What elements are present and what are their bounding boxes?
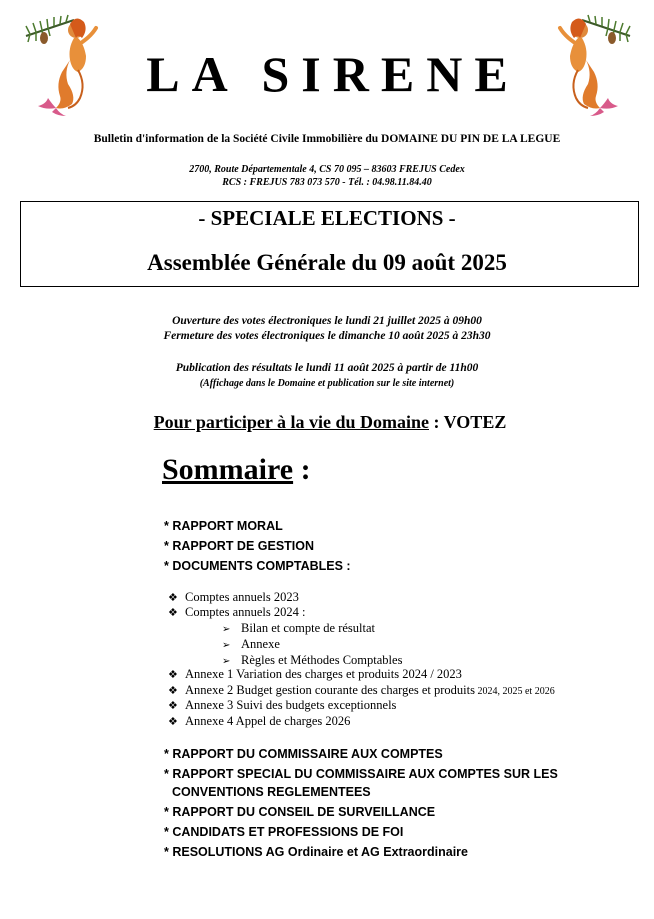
diamond-bullet-icon: ❖ [168, 700, 178, 712]
doc-subitem-annexe [222, 637, 280, 654]
sommaire-item-conseil: * RAPPORT DU CONSEIL DE SURVEILLANCE [164, 805, 436, 819]
sommaire-title: Sommaire [162, 453, 294, 486]
doc-item-label: Annexe 1 Variation des charges et produits 2024 / 2023 [185, 667, 462, 681]
doc-item-annexe-4 [168, 714, 350, 731]
results-note: (Affichage dans le Domaine et publication sur le site internet) [199, 378, 455, 389]
doc-item-label: Comptes annuels 2024 : [185, 605, 306, 619]
vote-opening: Ouverture des votes électroniques le lundi 21 juillet 2025 à 09h00 [172, 315, 482, 327]
diamond-bullet-icon: ❖ [168, 716, 178, 728]
sommaire-heading [162, 450, 311, 490]
diamond-bullet-icon: ❖ [168, 607, 178, 619]
doc-item-years: 2024, 2025 et 2026 [474, 686, 555, 697]
sommaire-item-candidats: * CANDIDATS ET PROFESSIONS DE FOI [164, 825, 404, 839]
doc-item-annexe-3 [168, 698, 396, 715]
results-publication: Publication des résultats le lundi 11 août 2025 à partir de 11h00 [175, 362, 479, 374]
doc-subitem-label: Annexe [241, 637, 280, 651]
masthead-title: LA SIRENE [146, 46, 520, 102]
arrow-bullet-icon: ➢ [222, 656, 231, 667]
sommaire-item-rapport-moral: * RAPPORT MORAL [164, 519, 283, 533]
sommaire-item-documents-comptables: * DOCUMENTS COMPTABLES : [164, 559, 351, 573]
sommaire-item-conventions: CONVENTIONS REGLEMENTEES [172, 785, 371, 799]
call-to-action [0, 410, 654, 434]
doc-item-annexe-1 [168, 667, 462, 684]
address-line-2: RCS : FREJUS 783 073 570 - Tél. : 04.98.11.84.40 [222, 177, 432, 188]
arrow-bullet-icon: ➢ [222, 624, 231, 635]
diamond-bullet-icon: ❖ [168, 669, 178, 681]
call-to-action-underlined: Pour participer à la vie du Domaine [153, 412, 429, 432]
doc-item-label: Annexe 2 Budget gestion courante des charges et produits [185, 683, 475, 697]
election-banner-subtitle: Assemblée Générale du 09 août 2025 [147, 250, 507, 275]
sommaire-item-rapport-gestion: * RAPPORT DE GESTION [164, 539, 315, 553]
doc-subitem-bilan [222, 621, 375, 638]
pine-branch-icon [26, 15, 74, 44]
doc-item-label: Comptes annuels 2023 [185, 590, 299, 604]
sommaire-item-commissaire: * RAPPORT DU COMMISSAIRE AUX COMPTES [164, 747, 443, 761]
sommaire-colon: : [293, 453, 311, 486]
doc-item-label: Annexe 4 Appel de charges 2026 [185, 714, 351, 728]
doc-subitem-label: Règles et Méthodes Comptables [241, 653, 403, 667]
sommaire-item-rapport-special: * RAPPORT SPECIAL DU COMMISSAIRE AUX COMPTES SUR LES [164, 767, 558, 781]
address-line-1: 2700, Route Départementale 4, CS 70 095 – 83603 FREJUS Cedex [189, 164, 465, 175]
arrow-bullet-icon: ➢ [222, 640, 231, 651]
pine-branch-icon [582, 15, 630, 44]
vote-closing: Fermeture des votes électroniques le dimanche 10 août 2025 à 23h30 [163, 330, 491, 342]
diamond-bullet-icon: ❖ [168, 592, 178, 604]
diamond-bullet-icon: ❖ [168, 685, 178, 697]
doc-item-comptes-2024 [168, 605, 305, 622]
doc-item-label: Annexe 3 Suivi des budgets exceptionnels [185, 698, 397, 712]
sommaire-item-resolutions: * RESOLUTIONS AG Ordinaire et AG Extraordinaire [164, 845, 468, 859]
bulletin-subtitle: Bulletin d'information de la Société Civile Immobilière du DOMAINE DU PIN DE LA LEGUE [93, 133, 561, 145]
doc-subitem-label: Bilan et compte de résultat [241, 621, 375, 635]
election-banner-title: - SPECIALE ELECTIONS - [198, 206, 456, 230]
call-to-action-rest: : VOTEZ [429, 412, 507, 432]
